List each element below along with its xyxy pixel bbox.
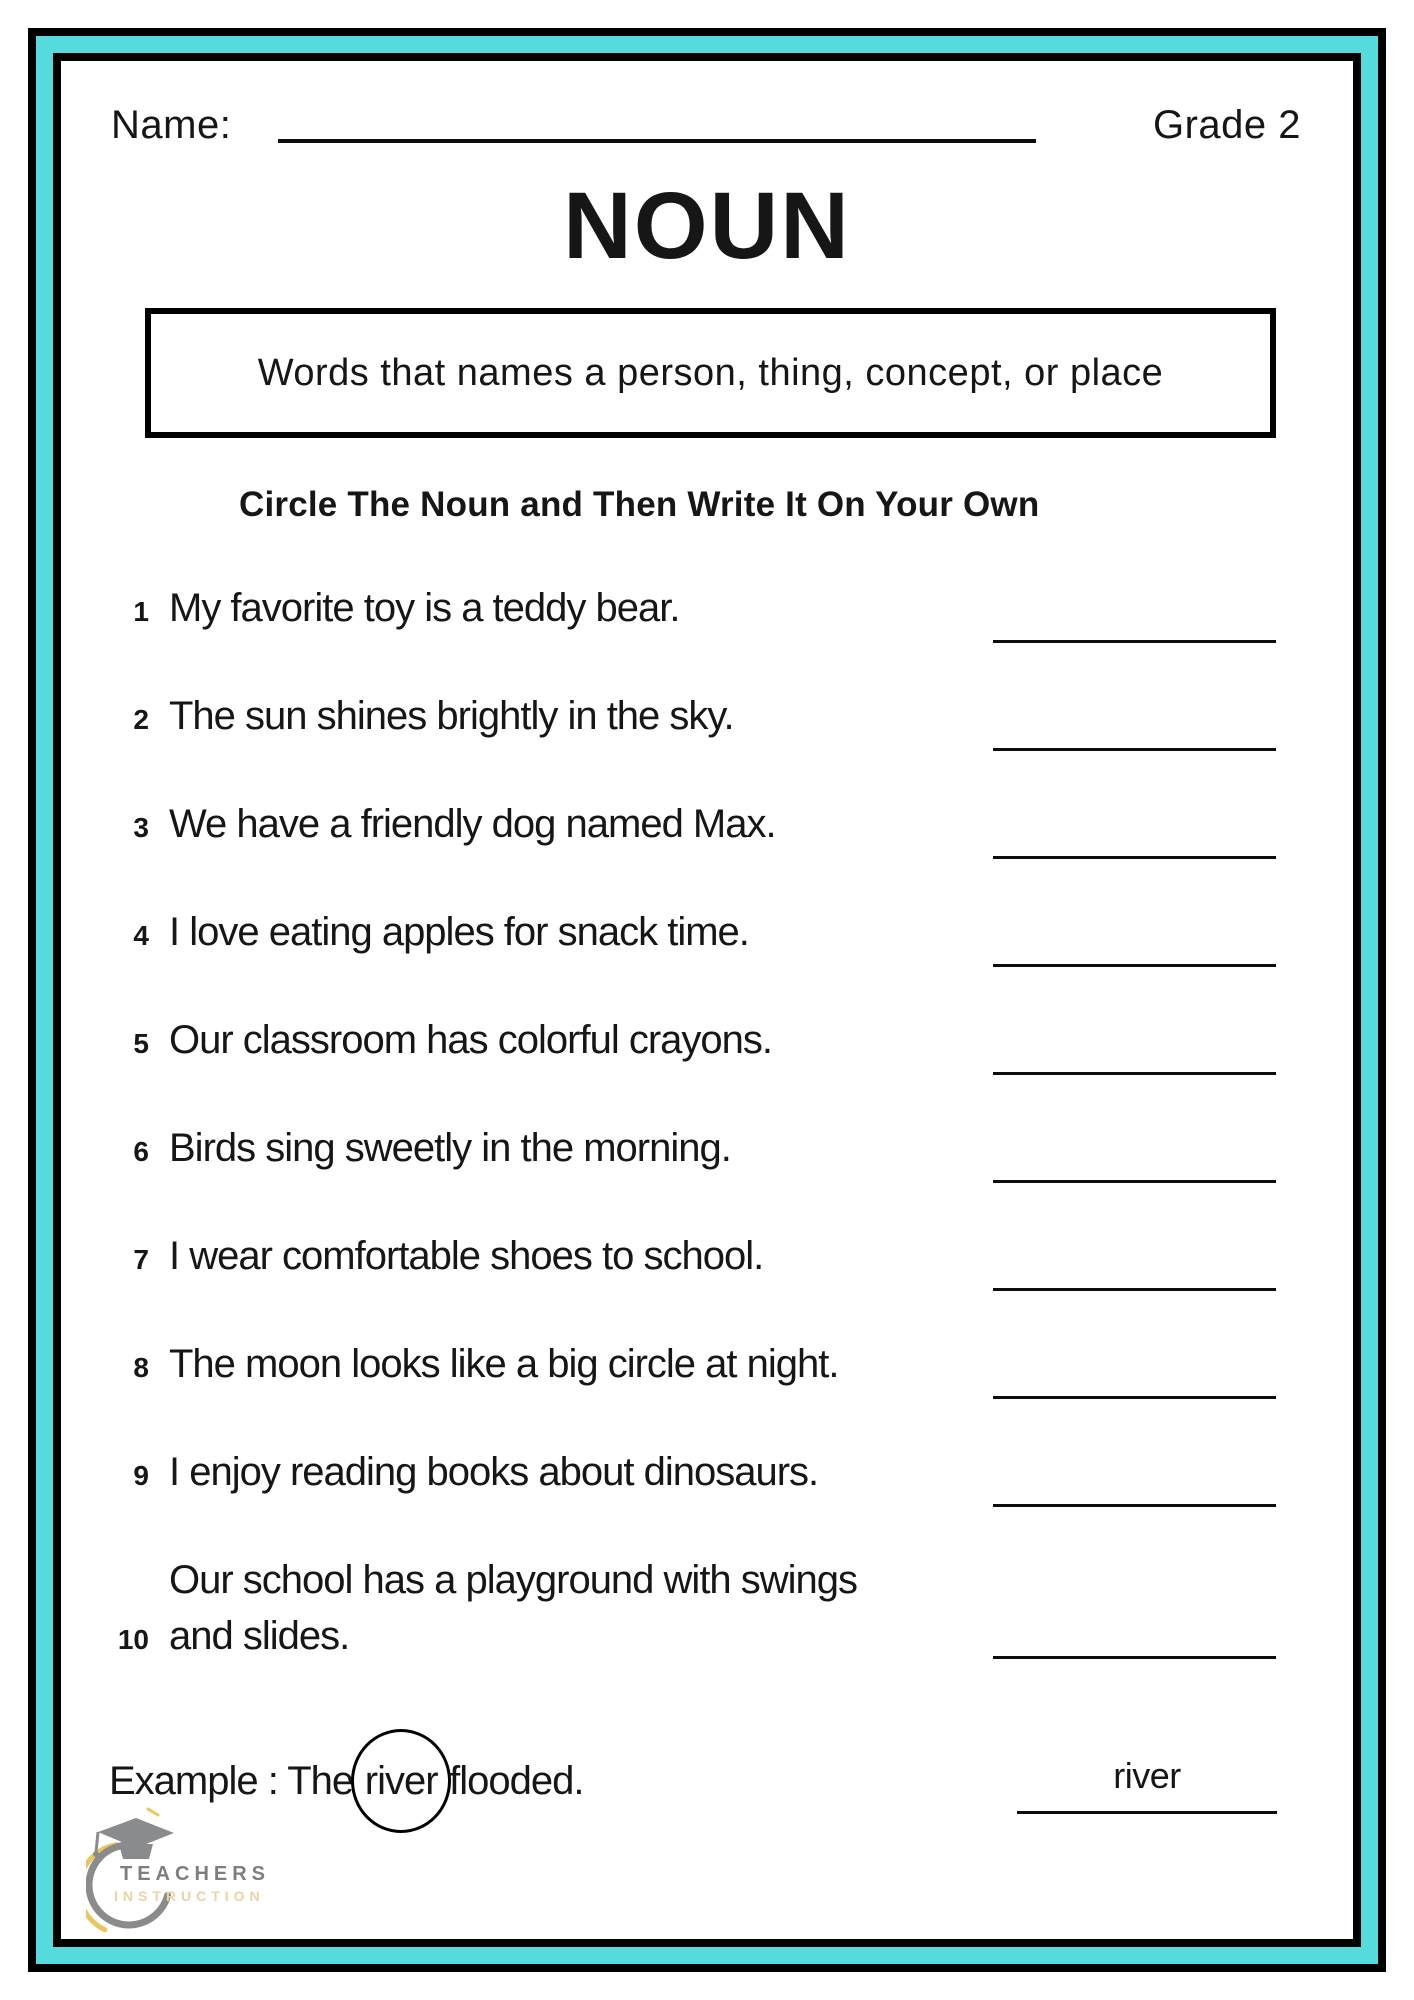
item-sentence: Birds sing sweetly in the morning. <box>169 1126 731 1170</box>
outer-black-frame <box>28 28 1386 1972</box>
item-sentence: I wear comfortable shoes to school. <box>169 1234 764 1278</box>
example-answer-line <box>1017 1811 1277 1814</box>
answer-blank-line <box>993 1656 1276 1659</box>
sentence-row <box>109 796 1353 852</box>
example-answer <box>1017 1755 1277 1814</box>
item-sentence: My favorite toy is a teddy bear. <box>169 586 680 630</box>
logo-text-instruction: INSTRUCTION <box>114 1888 265 1904</box>
answer-blank-line <box>993 1504 1276 1507</box>
item-number: 9 <box>133 1460 149 1491</box>
item-number: 3 <box>133 812 149 843</box>
item-number: 6 <box>133 1136 149 1167</box>
item-sentence: The moon looks like a big circle at night. <box>169 1342 839 1386</box>
sentence-row <box>109 904 1353 960</box>
circled-word-text: river <box>364 1758 438 1803</box>
answer-blank-line <box>993 1288 1276 1291</box>
logo-text-teachers: TEACHERS <box>120 1863 271 1885</box>
answer-blank-line <box>993 1180 1276 1183</box>
example-prefix: Example : The <box>109 1758 354 1803</box>
example-suffix: flooded. <box>449 1758 584 1803</box>
instruction-text: Circle The Noun and Then Write It On Your Own <box>239 485 1040 524</box>
grade-label: Grade 2 <box>1152 103 1301 147</box>
sentence-list <box>61 61 1353 1939</box>
sentence-row <box>109 1444 1353 1500</box>
item-number: 2 <box>133 704 149 735</box>
sentence-row <box>109 1336 1353 1392</box>
answer-blank-line <box>993 1396 1276 1399</box>
inner-black-frame <box>53 53 1361 1947</box>
answer-blank-line <box>993 748 1276 751</box>
name-label: Name: <box>111 103 232 147</box>
item-number: 10 <box>117 1624 149 1655</box>
item-number: 4 <box>133 920 149 951</box>
sentence-row <box>109 1012 1353 1068</box>
item-sentence: Our school has a playground with swings and slides. <box>169 1558 858 1658</box>
sentence-row <box>109 580 1353 636</box>
definition-text: Words that names a person, thing, concept, or place <box>257 351 1164 394</box>
teachers-instruction-logo <box>86 1806 296 1934</box>
sentence-row <box>109 688 1353 744</box>
item-sentence: We have a friendly dog named Max. <box>169 802 776 846</box>
answer-blank-line <box>993 964 1276 967</box>
answer-blank-line <box>993 856 1276 859</box>
teal-frame <box>36 36 1378 1964</box>
answer-blank-line <box>993 1072 1276 1075</box>
answer-blank-line <box>993 640 1276 643</box>
sentence-row <box>109 1228 1353 1284</box>
page-title: NOUN <box>563 173 851 279</box>
item-sentence: I love eating apples for snack time. <box>169 910 749 954</box>
item-sentence: I enjoy reading books about dinosaurs. <box>169 1450 819 1494</box>
sentence-row <box>109 1552 1353 1664</box>
item-number: 5 <box>133 1028 149 1059</box>
item-number: 8 <box>133 1352 149 1383</box>
item-number: 7 <box>133 1244 149 1275</box>
circled-word <box>351 1729 451 1833</box>
sentence-row <box>109 1120 1353 1176</box>
item-sentence: Our classroom has colorful crayons. <box>169 1018 773 1062</box>
example-answer-word: river <box>1113 1755 1181 1796</box>
item-sentence: The sun shines brightly in the sky. <box>169 694 734 738</box>
worksheet-content <box>61 61 1353 1939</box>
item-number: 1 <box>133 596 149 627</box>
